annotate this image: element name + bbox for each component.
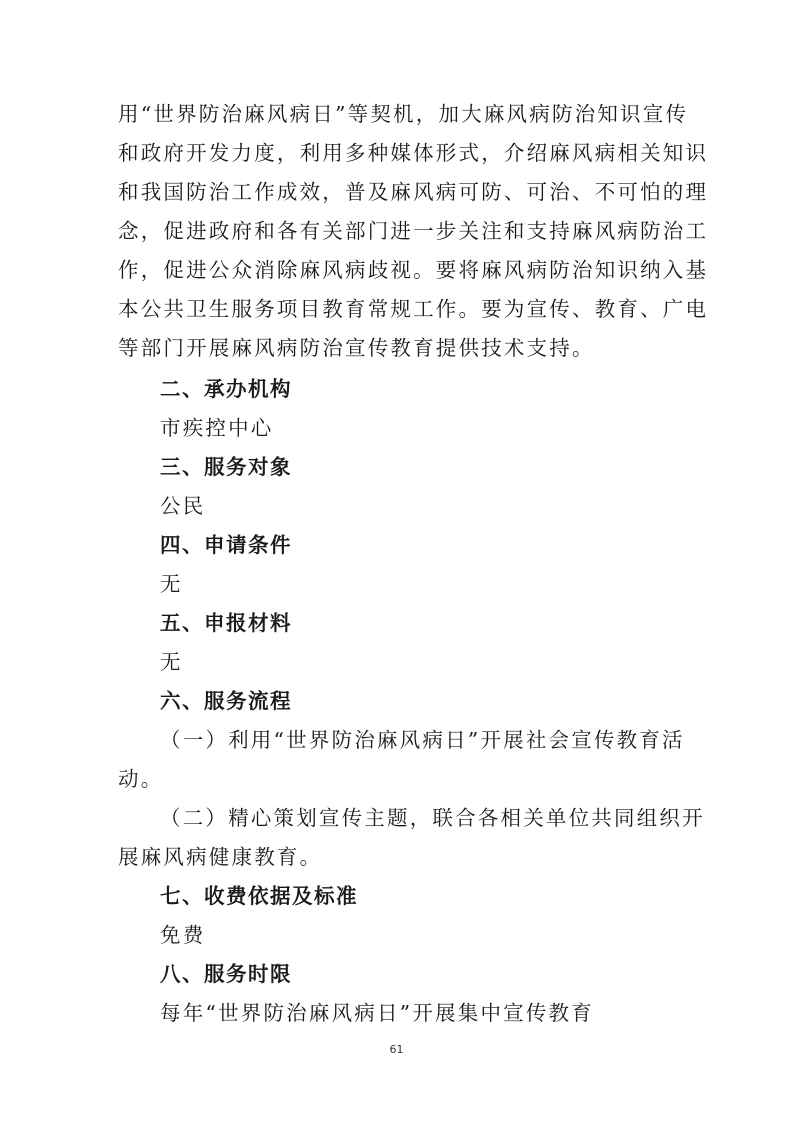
section-content-conditions: 无: [160, 572, 183, 596]
section-content-organizer: 市疾控中心: [160, 416, 274, 440]
paragraph-line-2: 和政府开发力度，利用多种媒体形式，介绍麻风病相关知识: [118, 141, 709, 165]
paragraph-line-4: 念，促进政府和各有关部门进一步关注和支持麻风病防治工: [118, 219, 709, 243]
section-content-materials: 无: [160, 650, 183, 674]
section-heading-process: 六、服务流程: [160, 689, 292, 713]
section-content-time-limit: 每年“世界防治麻风病日”开展集中宣传教育: [160, 1001, 594, 1025]
paragraph-line-5: 作，促进公众消除麻风病歧视。要将麻风病防治知识纳入基: [118, 258, 709, 282]
section-content-fees: 免费: [160, 923, 206, 947]
process-item-2-line-2: 展麻风病健康教育。: [118, 845, 323, 869]
process-item-1-line-1: （一）利用“世界防治麻风病日”开展社会宣传教育活: [160, 728, 685, 752]
paragraph-line-3: 和我国防治工作成效，普及麻风病可防、可治、不可怕的理: [118, 180, 709, 204]
paragraph-line-6: 本公共卫生服务项目教育常规工作。要为宣传、教育、广电: [118, 297, 709, 321]
process-item-1-line-2: 动。: [118, 767, 164, 791]
section-heading-organizer: 二、承办机构: [160, 377, 292, 401]
paragraph-line-1: 用“世界防治麻风病日”等契机，加大麻风病防治知识宣传: [118, 102, 689, 126]
section-heading-service-target: 三、服务对象: [160, 455, 292, 479]
section-heading-time-limit: 八、服务时限: [160, 962, 292, 986]
paragraph-line-7: 等部门开展麻风病防治宣传教育提供技术支持。: [118, 336, 595, 360]
section-content-service-target: 公民: [160, 494, 206, 518]
section-heading-fees: 七、收费依据及标准: [160, 884, 358, 908]
section-heading-materials: 五、申报材料: [160, 611, 292, 635]
section-heading-conditions: 四、申请条件: [160, 533, 292, 557]
process-item-2-line-1: （二）精心策划宣传主题，联合各相关单位共同组织开: [160, 806, 705, 830]
page-number: 61: [389, 1043, 404, 1056]
